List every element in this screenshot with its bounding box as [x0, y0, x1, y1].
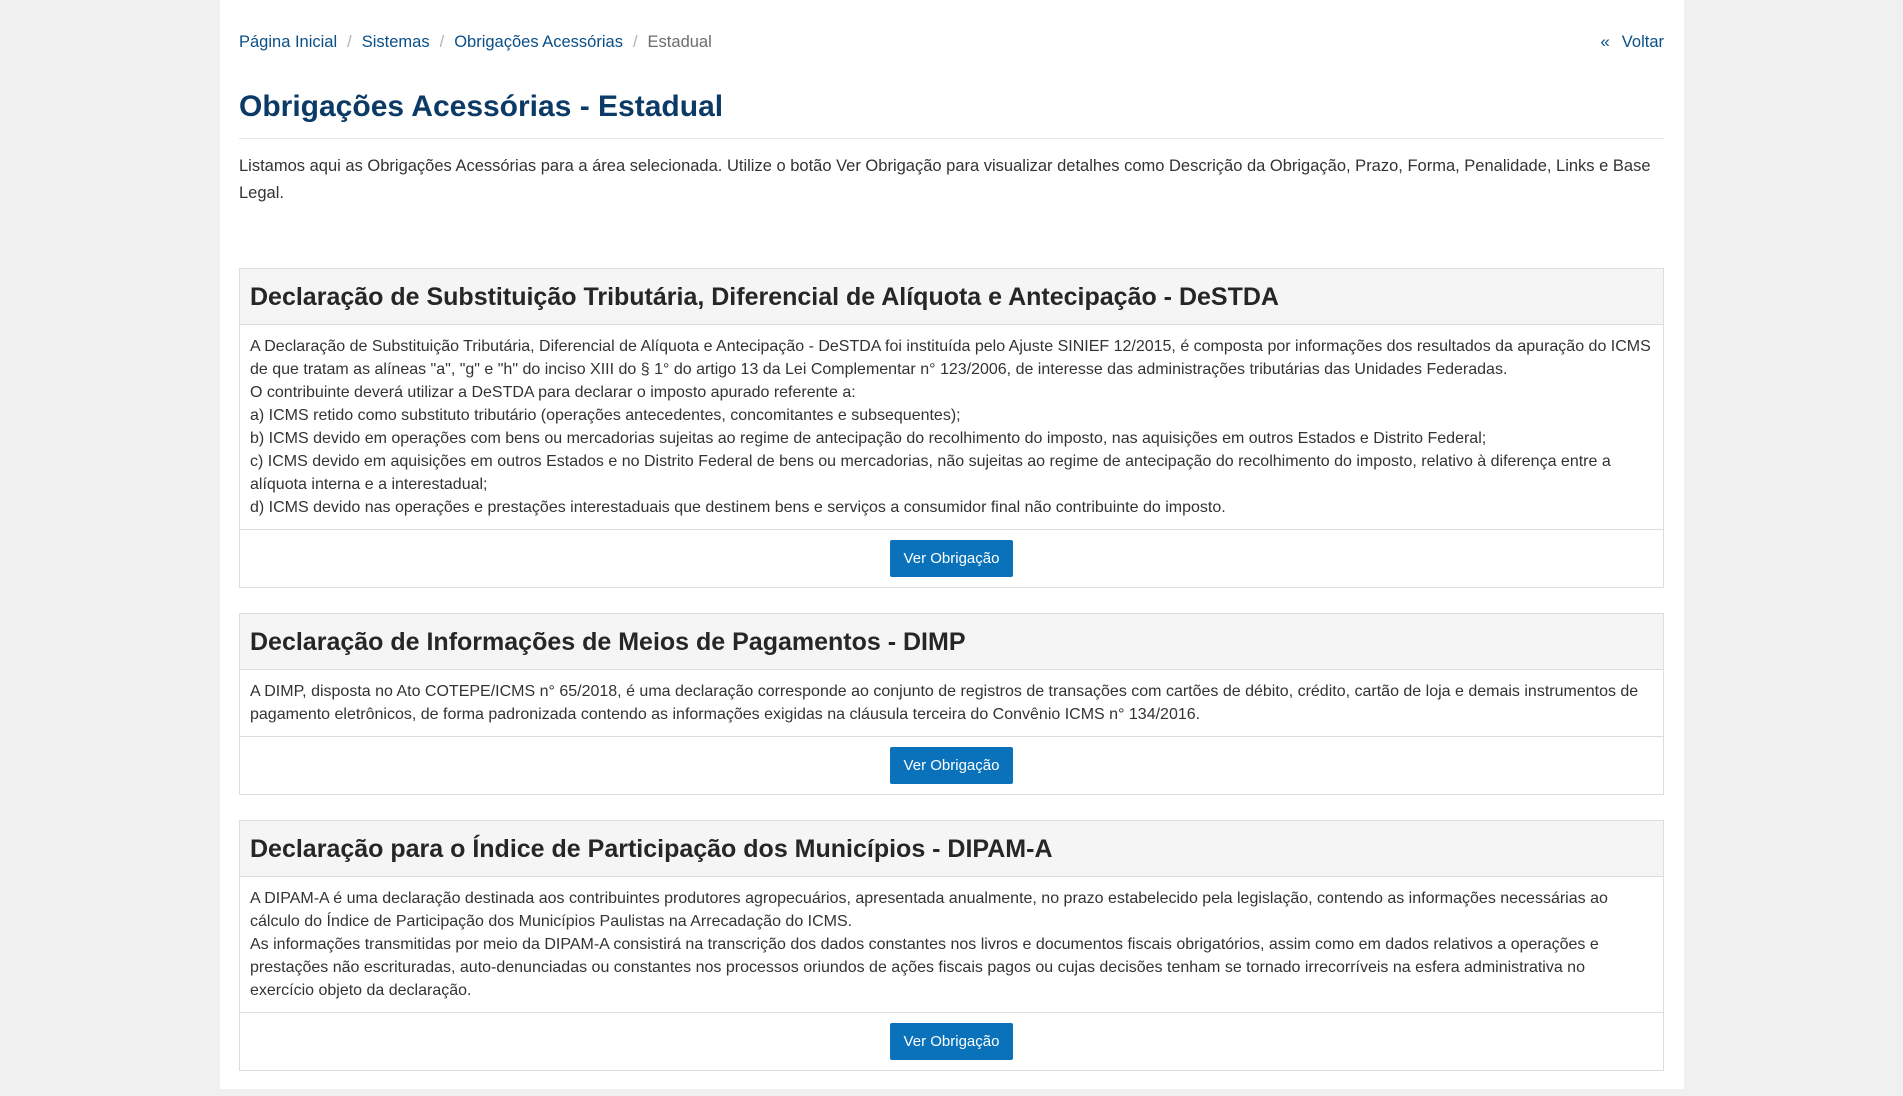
back-label: Voltar: [1621, 33, 1664, 51]
obligation-card-destda: [239, 268, 1664, 588]
breadcrumb-home[interactable]: Página Inicial: [239, 33, 338, 51]
card-paragraph: A DIMP, disposta no Ato COTEPE/ICMS n° 65/2018, é uma declaração corresponde ao conjunto de registros de transações com cartões de débito, crédito, cartão de loja e demais instrumentos de pagamento eletrônicos, de forma padronizada contendo as informações exigidas na cláusula terceira do Convênio ICMS n° 134/2016.: [250, 683, 1639, 723]
card-description: [240, 877, 1663, 1013]
card-title: Declaração de Substituição Tributária, Diferencial de Alíquota e Antecipação - DeSTDA: [250, 282, 1279, 311]
page-title: Obrigações Acessórias - Estadual: [239, 84, 1664, 139]
obligation-list: [239, 268, 1664, 1096]
breadcrumb: [239, 32, 712, 52]
card-description: [240, 670, 1663, 737]
breadcrumb-separator: /: [632, 33, 638, 51]
double-chevron-left-icon: «: [1600, 32, 1610, 51]
breadcrumb-separator: /: [439, 33, 445, 51]
back-link[interactable]: [1600, 32, 1664, 52]
card-paragraph: A Declaração de Substituição Tributária, Diferencial de Alíquota e Antecipação - DeSTDA foi instituída pelo Ajuste SINIEF 12/2015, é composta por informações dos resultados da apuração do ICMS de que tratam as alíneas "a", "g" e "h" do inciso XIII do § 1° do artigo 13 da Lei Complementar n° 123/2006, de interesse das administrações tributárias das Unidades Federadas.: [250, 338, 1651, 378]
card-paragraph: O contribuinte deverá utilizar a DeSTDA para declarar o imposto apurado referente a:: [250, 384, 856, 401]
card-header: [240, 269, 1663, 325]
breadcrumb-separator: /: [347, 33, 352, 51]
card-paragraph: c) ICMS devido em aquisições em outros Estados e no Distrito Federal de bens ou mercadorias, não sujeitas ao regime de antecipação do recolhimento do imposto, relativo à diferença entre a alíquota interna e a interestadual;: [250, 453, 1611, 493]
card-footer: [240, 1013, 1663, 1070]
card-footer: [240, 530, 1663, 587]
card-paragraph: a) ICMS retido como substituto tributário (operações antecedentes, concomitantes e subsequentes);: [250, 407, 961, 424]
ver-obrigacao-button[interactable]: Ver Obrigação: [890, 747, 1014, 784]
top-bar: [239, 0, 1664, 84]
content-area: [239, 0, 1664, 1050]
card-paragraph: A DIPAM-A é uma declaração destinada aos contribuintes produtores agropecuários, apresentada anualmente, no prazo estabelecido pela legislação, contendo as informações necessárias ao cálculo do Índice de Participação dos Municípios Paulistas na Arrecadação do ICMS.: [250, 890, 1608, 930]
card-header: [240, 614, 1663, 670]
card-paragraph: b) ICMS devido em operações com bens ou mercadorias sujeitas ao regime de antecipação do recolhimento do imposto, nas aquisições em outros Estados e Distrito Federal;: [250, 430, 1487, 447]
breadcrumb-sistemas[interactable]: Sistemas: [361, 33, 430, 51]
obligation-card-dimp: [239, 613, 1664, 795]
card-header: [240, 821, 1663, 877]
obligation-card-dipam-a: [239, 820, 1664, 1071]
breadcrumb-current: Estadual: [647, 33, 712, 51]
card-title: Declaração de Informações de Meios de Pagamentos - DIMP: [250, 627, 966, 656]
card-paragraph: As informações transmitidas por meio da DIPAM-A consistirá na transcrição dos dados constantes nos livros e documentos fiscais obrigatórios, assim como em dados relativos a operações e prestações não escrituradas, auto-denunciadas ou constantes nos processos oriundos de ações fiscais pagos ou cujas decisões tenham se tornado irrecorríveis na esfera administrativa no exercício objeto da declaração.: [250, 936, 1599, 999]
card-title: Declaração para o Índice de Participação dos Municípios - DIPAM-A: [250, 834, 1053, 863]
page-container: [220, 0, 1684, 1089]
breadcrumb-obrigacoes[interactable]: Obrigações Acessórias: [454, 33, 623, 51]
card-footer: [240, 737, 1663, 794]
page-intro: Listamos aqui as Obrigações Acessórias para a área selecionada. Utilize o botão Ver Obrigação para visualizar detalhes como Descrição da Obrigação, Prazo, Forma, Penalidade, Links e Base Legal.: [239, 157, 1651, 202]
card-paragraph: d) ICMS devido nas operações e prestações interestaduais que destinem bens e serviços a consumidor final não contribuinte do imposto.: [250, 499, 1226, 516]
ver-obrigacao-button[interactable]: Ver Obrigação: [890, 540, 1014, 577]
ver-obrigacao-button[interactable]: Ver Obrigação: [890, 1023, 1014, 1060]
card-description: [240, 325, 1663, 530]
